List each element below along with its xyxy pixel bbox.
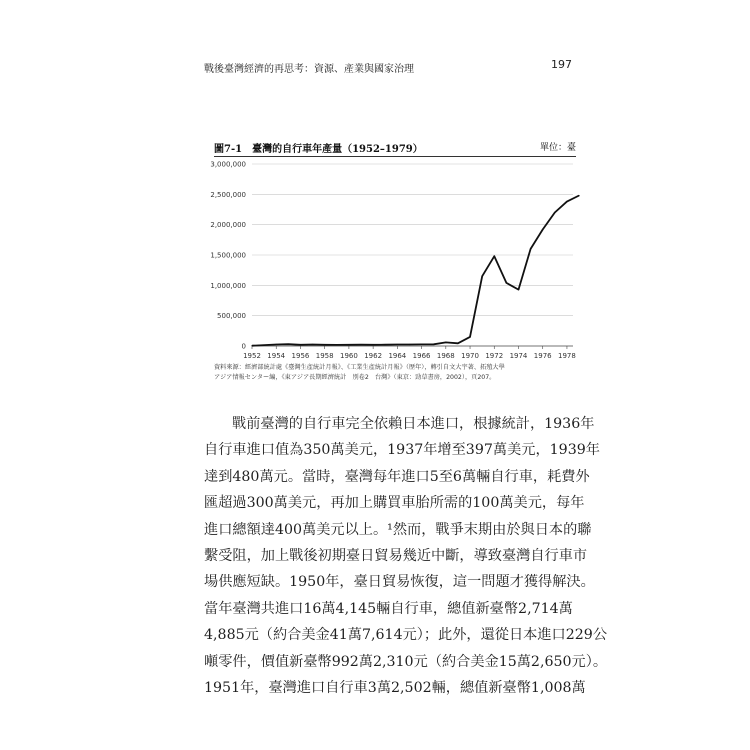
data-point <box>506 282 507 283</box>
data-point <box>554 212 555 213</box>
body-line: 4,885元（約合美金41萬7,614元）；此外，還從日本進口229公 <box>204 627 608 644</box>
data-point <box>312 344 313 345</box>
data-point <box>397 344 398 345</box>
data-point <box>578 195 579 196</box>
chart-y-tick-labels <box>210 161 246 351</box>
data-point <box>385 344 386 345</box>
x-tick-label: 1954 <box>267 352 286 360</box>
x-tick-label: 1972 <box>485 352 504 360</box>
data-point <box>336 344 337 345</box>
x-tick-label: 1970 <box>461 352 479 360</box>
production-line <box>252 196 579 346</box>
source-line: アジア情報センター編，《東アジア長期經濟統計 別卷2 台灣》（東京：勁草書房，2002），頁207。 <box>214 374 496 381</box>
data-point <box>348 344 349 345</box>
data-point <box>469 336 470 337</box>
chart-x-tick-labels <box>243 352 576 360</box>
x-tick-label: 1964 <box>388 352 407 360</box>
data-point <box>482 276 483 277</box>
data-point <box>324 344 325 345</box>
data-point <box>300 344 301 345</box>
data-point <box>360 344 361 345</box>
x-tick-label: 1976 <box>533 352 552 360</box>
data-point <box>445 342 446 343</box>
y-tick-label: 2,500,000 <box>210 190 246 199</box>
data-point <box>288 344 289 345</box>
x-tick-label: 1958 <box>315 352 334 360</box>
body-line: 當年臺灣共進口16萬4,145輛自行車，總值新臺幣2,714萬 <box>204 600 573 617</box>
running-title: 戰後臺灣經濟的再思考：資源、產業與國家治理 <box>204 64 414 75</box>
source-line: 資料來源：經濟部統計處《臺灣生產統計月報》、《工業生產統計月報》（歷年），轉引自文大宇著、拓殖大學 <box>214 364 505 371</box>
body-line: 場供應短缺。1950年，臺日貿易恢復，這一問題才獲得解決。 <box>204 574 595 591</box>
x-tick-label: 1968 <box>436 352 455 360</box>
figure-source-note <box>214 363 584 383</box>
running-head <box>204 58 580 76</box>
data-point <box>542 229 543 230</box>
page-number: 197 <box>551 58 572 71</box>
data-point <box>566 201 567 202</box>
data-point <box>457 343 458 344</box>
y-tick-label: 2,000,000 <box>210 221 246 230</box>
chart-x-tick-marks <box>252 346 567 349</box>
data-point <box>264 344 265 345</box>
data-point <box>494 256 495 257</box>
body-line: 達到480萬元。當時，臺灣每年進口5至6萬輛自行車，耗費外 <box>204 468 590 485</box>
y-tick-label: 500,000 <box>217 312 246 321</box>
data-point <box>276 344 277 345</box>
figure-unit: 單位：臺 <box>539 143 576 153</box>
body-line: 1951年，臺灣進口自行車3萬2,502輛，總值新臺幣1,008萬 <box>204 679 586 696</box>
body-line: 戰前臺灣的自行車完全依賴日本進口，根據統計，1936年 <box>232 416 595 432</box>
y-tick-label: 1,500,000 <box>210 251 246 260</box>
x-tick-label: 1978 <box>558 352 576 360</box>
x-tick-label: 1952 <box>243 352 261 360</box>
data-point <box>518 289 519 290</box>
x-tick-label: 1962 <box>364 352 383 360</box>
x-tick-label: 1974 <box>509 352 528 360</box>
y-tick-label: 3,000,000 <box>210 160 246 169</box>
data-point <box>373 344 374 345</box>
body-text <box>204 411 608 701</box>
body-line: 進口總額達400萬美元以上。¹然而，戰爭末期由於與日本的聯 <box>204 521 592 538</box>
figure-caption: 圖7-1 臺灣的自行車年產量（1952–1979） <box>214 144 423 155</box>
body-line: 匯超過300萬美元，再加上購買車胎所需的100萬美元，每年 <box>204 495 585 512</box>
y-tick-label: 0 <box>241 342 246 351</box>
x-tick-label: 1956 <box>291 352 310 360</box>
x-tick-label: 1966 <box>412 352 431 360</box>
y-tick-label: 1,000,000 <box>210 281 246 290</box>
data-point <box>251 345 252 346</box>
bicycle-production-chart <box>200 156 590 366</box>
figure-header <box>214 140 576 156</box>
chart-gridlines <box>252 164 573 346</box>
x-tick-label: 1960 <box>339 352 358 360</box>
chart-series <box>251 195 579 346</box>
body-line: 繫受阻，加上戰後初期臺日貿易幾近中斷，導致臺灣自行車市 <box>204 547 588 564</box>
data-point <box>421 344 422 345</box>
body-line: 噸零件，價值新臺幣992萬2,310元（約合美金15萬2,650元）。 <box>204 653 608 670</box>
data-point <box>530 248 531 249</box>
body-line: 自行車進口值為350萬美元，1937年增至397萬美元，1939年 <box>204 442 600 459</box>
data-point <box>433 344 434 345</box>
data-point <box>409 344 410 345</box>
